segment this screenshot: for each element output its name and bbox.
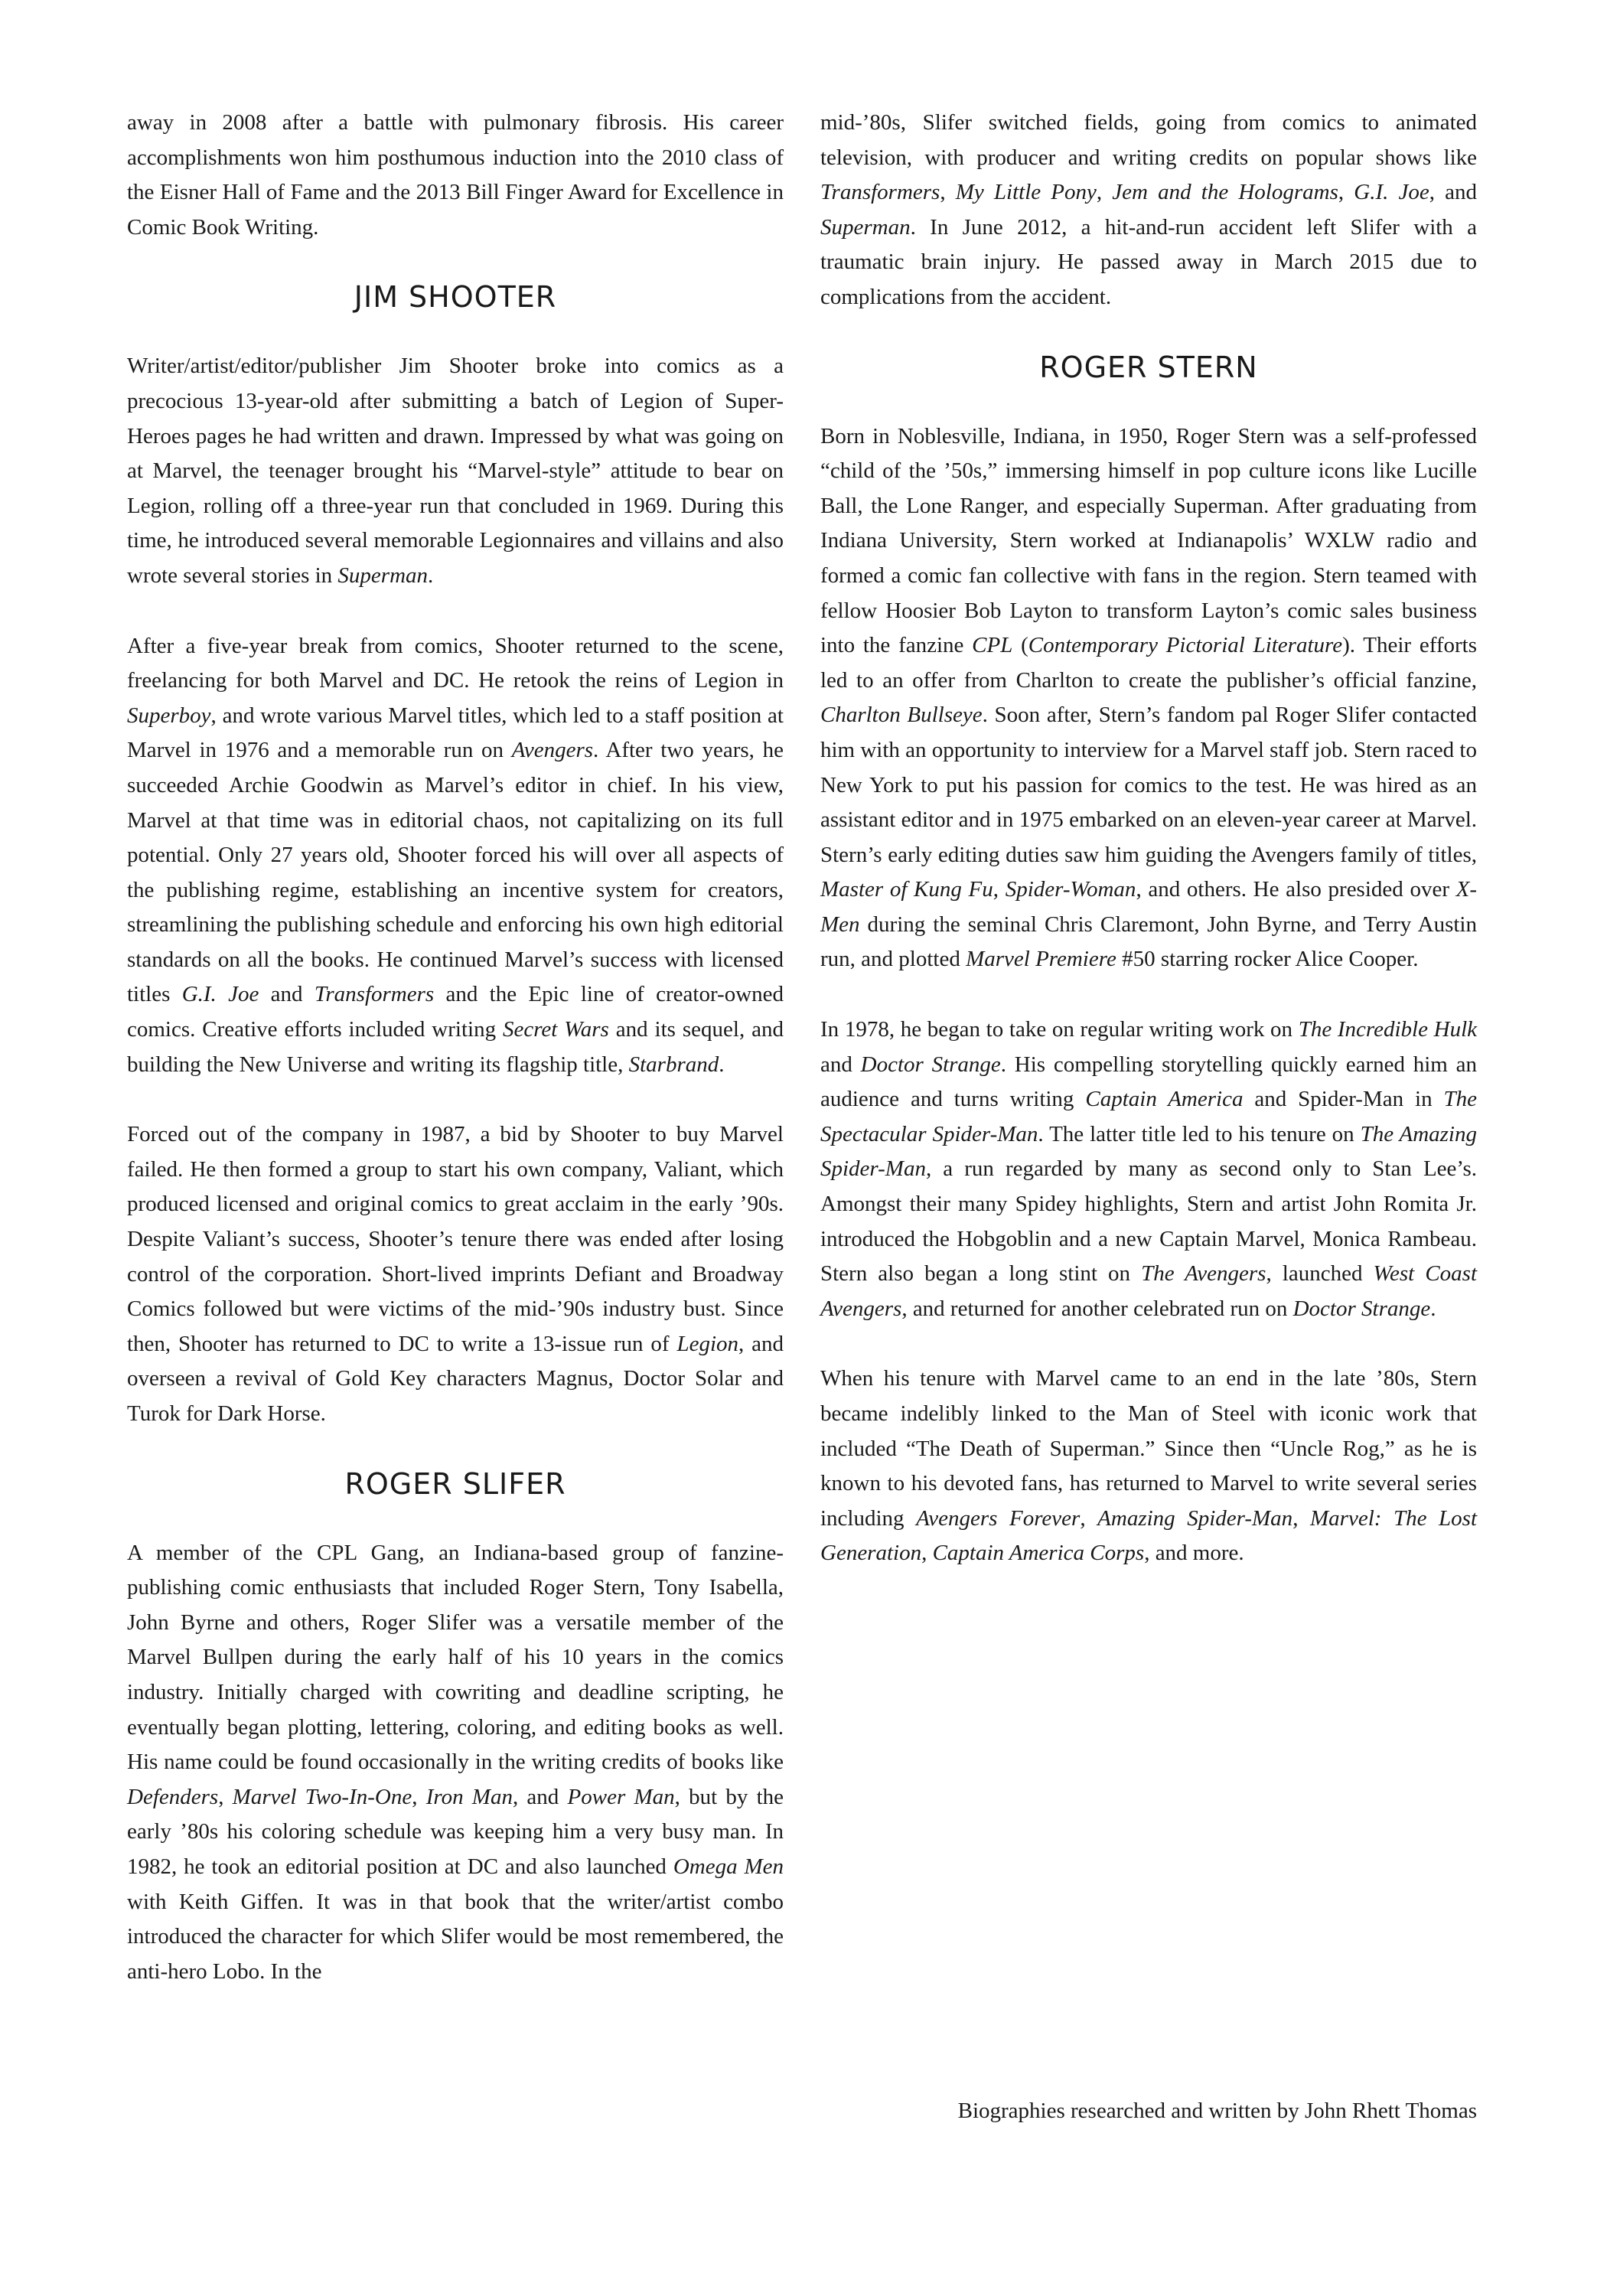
italic-title: CPL [972, 633, 1013, 658]
italic-title: Iron Man [425, 1784, 513, 1809]
italic-title: Avengers Forever [916, 1505, 1081, 1531]
italic-title: Charlton Bullseye [820, 703, 983, 728]
slifer-paragraph-1: A member of the CPL Gang, an Indiana-based group of fanzine-publishing comic enthusiasts that included Roger Stern, Tony Isabella, John Byrne and others, Roger Slifer was a versatile member of the Marvel Bullpen during the early half of his 10 years in the comics industry. Initially charged with cowriting and deadline scripting, he eventually began plotting, lettering, coloring, and editing books as well. His name could be found occasionally in the writing credits of books like Defenders, Marvel Two-In-One, Iron Man, and Power Man, but by the early ’80s his coloring schedule was keeping him a very busy man. In 1982, he took an editorial position at DC and also launched Omega Men with Keith Giffen. It was in that book that the writer/artist combo introduced the character for which Slifer would be most remembered, the anti-hero Lobo. In the [127, 1540, 784, 1984]
italic-title: Superman [337, 563, 429, 588]
slifer-paragraph-continued: mid-’80s, Slifer switched fields, going from comics to animated television, with producer and writing credits on popular shows like Transformers, My Little Pony, Jem and the Holograms, G.I. Joe, and Superman. In June 2012, a hit-and-run accident left Slifer with a traumatic brain injury. He passed away in March 2015 due to complications from the accident. [820, 110, 1478, 309]
italic-title: Doctor Strange [860, 1052, 1001, 1077]
right-column [820, 106, 1477, 1571]
italic-title: West Coast Avengers [820, 1261, 1478, 1321]
author-credit: Biographies researched and written by John Rhett Thomas [957, 2099, 1477, 2123]
italic-title: Starbrand [628, 1052, 719, 1077]
italic-title: Jem and the Holograms [1112, 180, 1338, 205]
shooter-paragraph-2: After a five-year break from comics, Shooter returned to the scene, freelancing for both Marvel and DC. He retook the reins of Legion in Superboy, and wrote various Marvel titles, which led to a staff position at Marvel in 1976 and a memorable run on Avengers. After two years, he succeeded Archie Goodwin as Marvel’s editor in chief. In his view, Marvel at that time was in editorial chaos, not capitalizing on its full potential. Only 27 years old, Shooter forced his will over all aspects of the publishing regime, establishing an incentive system for creators, streamlining the publishing schedule and enforcing his own high editorial standards on all the books. He continued Marvel’s success with licensed titles G.I. Joe and Transformers and the Epic line of creator-owned comics. Creative efforts included writing Secret Wars and its sequel, and building the New Universe and writing its flagship title, Starbrand. [127, 633, 784, 1077]
italic-title: X-Men [820, 877, 1478, 937]
italic-title: Secret Wars [502, 1017, 609, 1042]
intro-paragraph: away in 2008 after a battle with pulmonary fibrosis. His career accomplishments won him posthumous induction into the 2010 class of the Eisner Hall of Fame and the 2013 Bill Finger Award for Excellence in Comic Book Writing. [127, 110, 784, 240]
italic-title: Master of Kung Fu [820, 877, 993, 902]
italic-title: Contemporary Pictorial Literature [1028, 633, 1343, 658]
italic-title: Spider-Woman [1005, 877, 1136, 902]
stern-paragraph-2: In 1978, he began to take on regular writing work on The Incredible Hulk and Doctor Strange. His compelling storytelling quickly earned him an audience and turns writing Captain America and Spider-Man in The Spectacular Spider-Man. The latter title led to his tenure on The Amazing Spider-Man, a run regarded by many as second only to Stan Lee’s. Amongst their many Spidey highlights, Stern and artist John Romita Jr. introduced the Hobgoblin and a new Captain Marvel, Monica Rambeau. Stern also began a long stint on The Avengers, launched West Coast Avengers, and returned for another celebrated run on Doctor Strange. [820, 1017, 1478, 1321]
italic-title: G.I. Joe [1354, 180, 1429, 205]
italic-title: Power Man [567, 1784, 675, 1809]
stern-paragraph-3: When his tenure with Marvel came to an end in the late ’80s, Stern became indelibly linked to the Man of Steel with iconic work that included “The Death of Superman.” Since then “Uncle Rog,” as he is known to his devoted fans, has returned to Marvel to write several series including Avengers Forever, Amazing Spider-Man, Marvel: The Lost Generation, Captain America Corps, and more. [820, 1366, 1478, 1566]
italic-title: Omega Men [673, 1854, 784, 1879]
italic-title: Captain America Corps [932, 1541, 1145, 1566]
jim-shooter-heading: JIM SHOOTER [354, 280, 557, 315]
italic-title: The Spectacular Spider-Man [820, 1087, 1477, 1146]
italic-title: Captain America [1085, 1087, 1244, 1112]
italic-title: Legion [676, 1331, 738, 1356]
italic-title: Amazing Spider-Man [1097, 1505, 1293, 1531]
left-column [127, 106, 784, 1989]
stern-paragraph-1: Born in Noblesville, Indiana, in 1950, Roger Stern was a self-professed “child of the ’50s,” immersing himself in pop culture icons like Lucille Ball, the Lone Ranger, and especially Superman. After graduating from Indiana University, Stern worked at Indianapolis’ WXLW radio and formed a comic fan collective with fans in the region. Stern teamed with fellow Hoosier Bob Layton to transform Layton’s comic sales business into the fanzine CPL (Contemporary Pictorial Literature). Their efforts led to an offer from Charlton to create the publisher’s official fanzine, Charlton Bullseye. Soon after, Stern’s fandom pal Roger Slifer contacted him with an opportunity to interview for a Marvel staff job. Stern raced to New York to put his passion for comics to the test. He was hired as an assistant editor and in 1975 embarked on an eleven-year career at Marvel. Stern’s early editing duties saw him guiding the Avengers family of titles, Master of Kung Fu, Spider-Woman, and others. He also presided over X-Men during the seminal Chris Claremont, John Byrne, and Terry Austin run, and plotted Marvel Premiere #50 starring rocker Alice Cooper. [820, 423, 1478, 972]
shooter-paragraph-3: Forced out of the company in 1987, a bid by Shooter to buy Marvel failed. He then formed a group to start his own company, Valiant, which produced licensed and original comics to great acclaim in the early ’90s. Despite Valiant’s success, Shooter’s tenure there was ended after losing control of the corporation. Short-lived imprints Defiant and Broadway Comics followed but were victims of the mid-’90s industry bust. Since then, Shooter has returned to DC to write a 13-issue run of Legion, and overseen a revival of Gold Key characters Magnus, Doctor Solar and Turok for Dark Horse. [127, 1122, 784, 1426]
italic-title: Doctor Strange [1292, 1296, 1431, 1321]
italic-title: The Amazing Spider-Man [820, 1121, 1477, 1182]
italic-title: Transformers [820, 180, 940, 205]
italic-title: The Incredible Hulk [1298, 1017, 1478, 1042]
italic-title: Transformers [314, 982, 435, 1007]
shooter-paragraph-1: Writer/artist/editor/publisher Jim Shooter broke into comics as a precocious 13-year-old after submitting a batch of Legion of Super-Heroes pages he had written and drawn. Impressed by what was going on at Marvel, the teenager brought his “Marvel-style” attitude to bear on Legion, rolling off a three-year run that concluded in 1969. During this time, he introduced several memorable Legionnaires and villains and also wrote several stories in Superman. [127, 354, 784, 588]
italic-title: Superboy [127, 703, 211, 728]
italic-title: Defenders [127, 1784, 219, 1809]
italic-title: Avengers [511, 738, 594, 763]
italic-title: Marvel Two-In-One [232, 1784, 412, 1809]
italic-title: Marvel: The Lost Generation [820, 1505, 1478, 1566]
roger-stern-heading: ROGER STERN [1039, 350, 1258, 384]
italic-title: Marvel Premiere [966, 947, 1116, 972]
italic-title: Superman [820, 214, 911, 240]
italic-title: My Little Pony [955, 180, 1097, 205]
italic-title: The Avengers [1141, 1261, 1266, 1287]
roger-slifer-heading: ROGER SLIFER [344, 1466, 566, 1501]
italic-title: G.I. Joe [181, 982, 259, 1007]
